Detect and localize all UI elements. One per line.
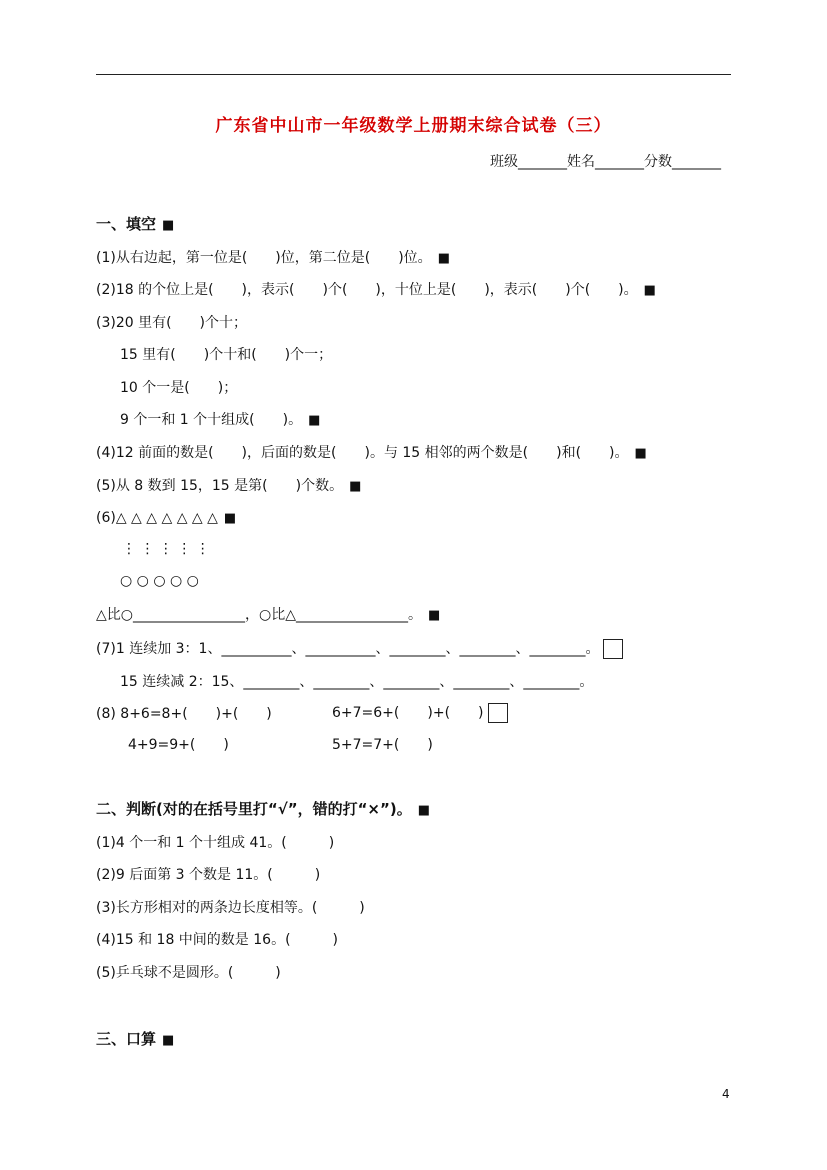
question-8b-right: 5+7=7+( ) (332, 737, 433, 753)
question-3b: 15 里有( )个十和( )个一； (120, 347, 333, 363)
square-mark-icon: ■ (437, 251, 450, 266)
question-6-triangles (96, 509, 236, 528)
square-mark-icon: ■ (308, 413, 321, 428)
question-6-dots: ⋮ ⋮ ⋮ ⋮ ⋮ (122, 541, 210, 557)
question-4-text: (4)12 前面的数是( )，后面的数是( )。与 15 相邻的两个数是( )和( )。 (96, 445, 629, 461)
section2-heading (96, 800, 430, 820)
question-2-text: (2)18 的个位上是( )，表示( )个( )，十位上是( )，表示( )个( )。 (96, 282, 638, 298)
answer-box[interactable] (488, 703, 508, 723)
question-1 (96, 249, 450, 268)
triangles-row: (6)△ △ △ △ △ △ △ (96, 510, 218, 526)
question-4 (96, 444, 647, 463)
question-3c: 10 个一是( )； (120, 380, 238, 396)
square-mark-icon: ■ (634, 446, 647, 461)
square-mark-icon: ■ (223, 511, 237, 526)
square-mark-icon: ■ (162, 218, 175, 233)
question-8b-left: 4+9=9+( ) (128, 737, 229, 753)
question-5-text: (5)从 8 数到 15，15 是第( )个数。 (96, 478, 344, 494)
header-rule (96, 74, 731, 75)
question-6-compare-text: △比○________________，○比△________________。 (96, 607, 422, 623)
question-7b: 15 连续减 2：15、________、________、________、________、________。 (120, 674, 594, 690)
student-info-line: 班级_______姓名_______分数_______ (490, 154, 721, 170)
question-6-compare (96, 606, 440, 625)
section3-heading-text: 三、口算 (96, 1030, 157, 1048)
square-mark-icon: ■ (417, 803, 431, 818)
question-7a (96, 639, 623, 659)
question-8a-right-text: 6+7=6+( )+( ) (332, 705, 484, 721)
square-mark-icon: ■ (643, 283, 656, 298)
page-title: 广东省中山市一年级数学上册期末综合试卷（三） (215, 116, 612, 136)
judge-item-4: (4)15 和 18 中间的数是 16。( ) (96, 932, 338, 948)
section1-heading (96, 215, 174, 235)
square-mark-icon: ■ (427, 608, 441, 623)
judge-item-5: (5)乒乓球不是圆形。( ) (96, 965, 281, 981)
question-7a-text: (7)1 连续加 3：1、__________、__________、________、________、________。 (96, 641, 600, 657)
judge-item-1: (1)4 个一和 1 个十组成 41。( ) (96, 835, 335, 851)
question-3a: (3)20 里有( )个十； (96, 315, 248, 331)
square-mark-icon: ■ (349, 479, 362, 494)
question-5 (96, 477, 361, 496)
question-3d-text: 9 个一和 1 个十组成( )。 (120, 412, 303, 428)
question-1-text: (1)从右边起，第一位是( )位，第二位是( )位。 (96, 250, 432, 266)
square-mark-icon: ■ (162, 1033, 175, 1048)
section1-heading-text: 一、填空 (96, 215, 157, 233)
section3-heading (96, 1030, 174, 1050)
section2-heading-text: 二、判断(对的在括号里打“√”，错的打“×”)。 (96, 800, 412, 818)
question-3d (120, 411, 320, 430)
page-number: 4 (722, 1087, 730, 1101)
judge-item-2: (2)9 后面第 3 个数是 11。( ) (96, 867, 321, 883)
answer-box[interactable] (603, 639, 623, 659)
question-2 (96, 281, 656, 300)
question-8a-left: (8) 8+6=8+( )+( ) (96, 706, 272, 722)
question-6-circles: ○ ○ ○ ○ ○ (120, 573, 199, 589)
judge-item-3: (3)长方形相对的两条边长度相等。( ) (96, 900, 365, 916)
question-8a-right (332, 703, 508, 723)
